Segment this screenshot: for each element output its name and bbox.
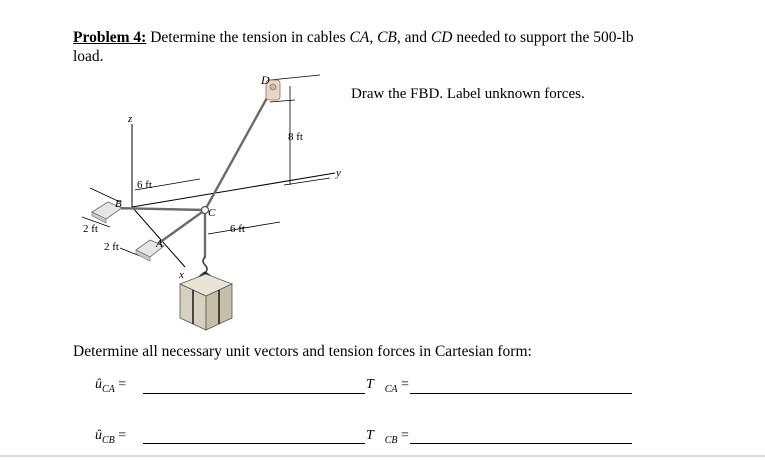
- problem-figure: [80, 72, 350, 337]
- t-ca-subscript: CA: [384, 383, 398, 395]
- u-cb-subscript: CB: [102, 434, 115, 446]
- u-ca-label: [95, 377, 126, 395]
- and-word: , and: [396, 29, 428, 46]
- label-c: C: [208, 207, 216, 219]
- dim-6ft-top-text: 6 ft: [137, 179, 152, 191]
- problem-text-prefix: Determine the tension in cables: [150, 29, 346, 46]
- y-axis: [132, 173, 335, 207]
- dim-8ft-text: 8 ft: [288, 131, 303, 143]
- t-cb-answer-blank[interactable]: [410, 443, 632, 444]
- dim-2ft-left-text: 2 ft: [83, 223, 98, 235]
- cable-cb-label: CB: [377, 29, 397, 46]
- t-ca-symbol: T⃗: [366, 377, 385, 392]
- u-ca-answer-blank[interactable]: [143, 393, 365, 394]
- label-y: y: [336, 167, 341, 179]
- label-a: A: [156, 238, 163, 250]
- u-cb-label: [95, 428, 126, 446]
- u-ca-symbol: û: [95, 377, 102, 392]
- unit-vectors-prompt: Determine all necessary unit vectors and tension forces in Cartesian form:: [73, 343, 532, 360]
- comma: ,: [369, 29, 374, 46]
- u-cb-equals: =: [118, 428, 127, 443]
- u-ca-subscript: CA: [102, 383, 115, 395]
- problem-text-suffix: needed to support the 500-lb: [456, 29, 634, 46]
- cable-cd: [205, 87, 273, 210]
- fbd-instruction: Draw the FBD. Label unknown forces.: [351, 86, 585, 102]
- problem-text-line2: load.: [73, 48, 104, 65]
- cables: [110, 87, 273, 257]
- cable-cb: [110, 208, 205, 210]
- cable-cd-label: CD: [430, 29, 453, 46]
- t-ca-equals: =: [400, 377, 409, 392]
- t-cb-label: [366, 428, 409, 446]
- t-cb-equals: =: [400, 428, 409, 443]
- u-cb-answer-blank[interactable]: [143, 443, 365, 444]
- label-x: x: [179, 269, 184, 281]
- crate: [180, 274, 232, 330]
- hook: [203, 257, 207, 273]
- u-ca-equals: =: [118, 377, 127, 392]
- x-axis-line: [132, 207, 185, 267]
- t-ca-answer-blank[interactable]: [410, 393, 632, 394]
- label-z: z: [128, 113, 133, 125]
- t-ca-label: [366, 377, 409, 395]
- label-b: B: [115, 198, 122, 210]
- t-cb-symbol: T⃗: [366, 428, 385, 443]
- problem-label: Problem 4:: [73, 29, 147, 46]
- dim-6ft-right-text: 6 ft: [230, 223, 245, 235]
- dim-2ft-bottom-text: 2 ft: [104, 241, 119, 253]
- cable-ca-label: CA: [349, 29, 370, 46]
- u-cb-symbol: û: [95, 428, 102, 443]
- label-d: D: [261, 73, 270, 87]
- t-cb-subscript: CB: [384, 434, 398, 446]
- problem-statement: [73, 28, 713, 66]
- page-bottom-rule: [0, 455, 765, 457]
